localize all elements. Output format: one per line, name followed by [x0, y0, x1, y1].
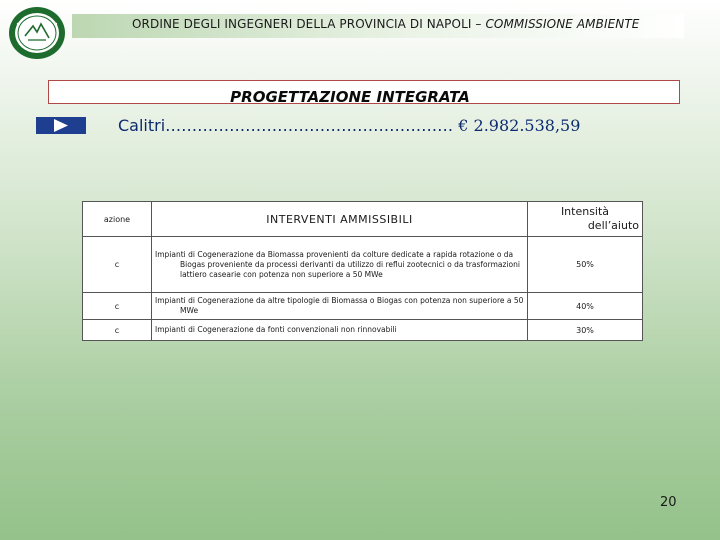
page-title: PROGETTAZIONE INTEGRATA — [230, 88, 470, 106]
summary-label: Calitri……………………………………………… — [118, 116, 454, 135]
row-azione: c — [83, 293, 152, 320]
interventions-table — [82, 201, 643, 341]
row-descrizione-text: Impianti di Cogenerazione da Biomassa provenienti da colture dedicate a rapida rotazione o da Biogas proveniente da processi derivanti da utilizzo di reflui zootecnici o da trasformazioni lattiero casearie con potenza non superiore a 50 MWe — [155, 249, 520, 279]
play-arrow-button[interactable] — [36, 117, 86, 134]
page-number: 20 — [660, 495, 677, 510]
table-header-row — [83, 202, 643, 237]
header-azione: azione — [83, 202, 152, 237]
row-descrizione-text: Impianti di Cogenerazione da altre tipologie di Biomassa o Biogas con potenza non superiore a 50 MWe — [155, 296, 524, 315]
row-descrizione — [152, 237, 528, 293]
row-intensita: 30% — [528, 320, 643, 341]
row-descrizione — [152, 293, 528, 320]
table-row — [83, 237, 643, 293]
header-interventi: INTERVENTI AMMISSIBILI — [152, 202, 528, 237]
header-org: ORDINE DEGLI INGEGNERI DELLA PROVINCIA DI NAPOLI — [132, 17, 472, 31]
header-intensita-line2: dell’aiuto — [587, 219, 639, 232]
row-intensita: 50% — [528, 237, 643, 293]
title-box — [48, 80, 680, 104]
row-intensita: 40% — [528, 293, 643, 320]
organization-seal-logo — [8, 6, 66, 60]
table-row — [83, 293, 643, 320]
header-title — [132, 17, 639, 31]
row-descrizione — [152, 320, 528, 341]
summary-line — [118, 116, 580, 135]
summary-amount: € 2.982.538,59 — [458, 116, 581, 135]
play-arrow-icon — [54, 119, 68, 132]
header-commission: COMMISSIONE AMBIENTE — [485, 17, 640, 31]
row-azione: c — [83, 237, 152, 293]
table-row — [83, 320, 643, 341]
row-descrizione-text: Impianti di Cogenerazione da fonti convenzionali non rinnovabili — [155, 325, 397, 334]
header-separator: – — [471, 17, 486, 31]
header-intensita-line1: Intensità — [560, 205, 610, 218]
header-intensita — [528, 202, 643, 237]
row-azione: c — [83, 320, 152, 341]
